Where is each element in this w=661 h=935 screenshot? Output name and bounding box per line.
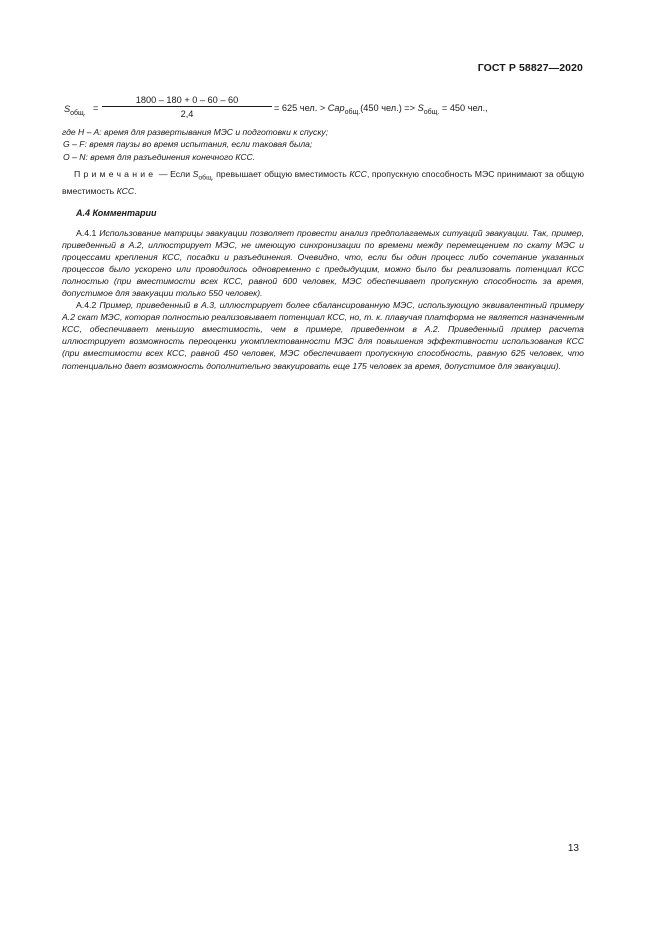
legend-line: где H – A: время для развертывания МЭС и подготовки к спуску; [62,127,329,137]
paragraph: А.4.2 Пример, приведенный в А.3, иллюстрирует более сбалансированную МЭС, использующую эквивалентный примеру А.2 скат МЭС, которая полностью реализовывает потенциал КСС, но, т. к. плавучая платформа не является назначенным КСС, обеспечивает меньшую вместимость, чем в примере, приведенном в А.2. Приведенный пример расчета иллюстрирует возможность переоценки укомплектованности МЭС для повышения эффективности использования КСС (при вместимости всех КСС, равной 450 человек, МЭС обеспечивает пропускную способность, равную 625 человек, что потенциально дает возможность дополнительно эвакуировать еще 175 человек за время, допустимое для эвакуации). [62,300,584,371]
section-heading: А.4 Комментарии [76,208,157,218]
paragraph: А.4.1 Использование матрицы эвакуации позволяет провести анализ предполагаемых ситуаций эвакуации. Так, пример, приведенный в А.2, иллюстрирует МЭС, не имеющую синхронизации по времени между перемещением по скату МЭС и процессами крепления КСС, посадки и разъединения. Очевидно, что, если бы один процесс либо сочетание указанных процессов было ускорено или проводилось одновременно с предыдущим, можно было бы реализовать потенциал КСС полностью (при вместимости всех КСС, равной 600 человек, МЭС обеспечивает пропускную способность за время, допустимое для эвакуации только 550 человек). [62,228,584,299]
formula-numerator: 1800 – 180 + 0 – 60 – 60 [102,95,272,107]
note-paragraph: Примечание — Если $S_{общ.}$ превышает общую вместимость КСС, пропускную способность МЭС принимают за общую вместимость КСС. [62,169,584,196]
legend-line: O – N: время для разъединения конечного КСС. [63,151,256,162]
page-number: 13 [567,843,579,854]
formula-legend [62,126,328,163]
formula-denominator: 2,4 [180,109,194,119]
legend-line: G – F: время паузы во время испытания, если таковая была; [63,139,313,150]
standard-header: ГОСТ Р 58827—2020 [477,62,583,74]
formula-lhs: $S_{общ.}$ [64,104,86,117]
formula-result: = 625 чел. > Cap$_{общ.}$(450 $чел.) => S_{общ.} = 450$ чел., [274,103,488,116]
section-body [62,227,584,372]
formula-fraction [102,95,272,119]
note-label: Примечание [74,169,157,179]
capacity-formula [64,95,604,123]
formula-equals: = [93,103,99,113]
